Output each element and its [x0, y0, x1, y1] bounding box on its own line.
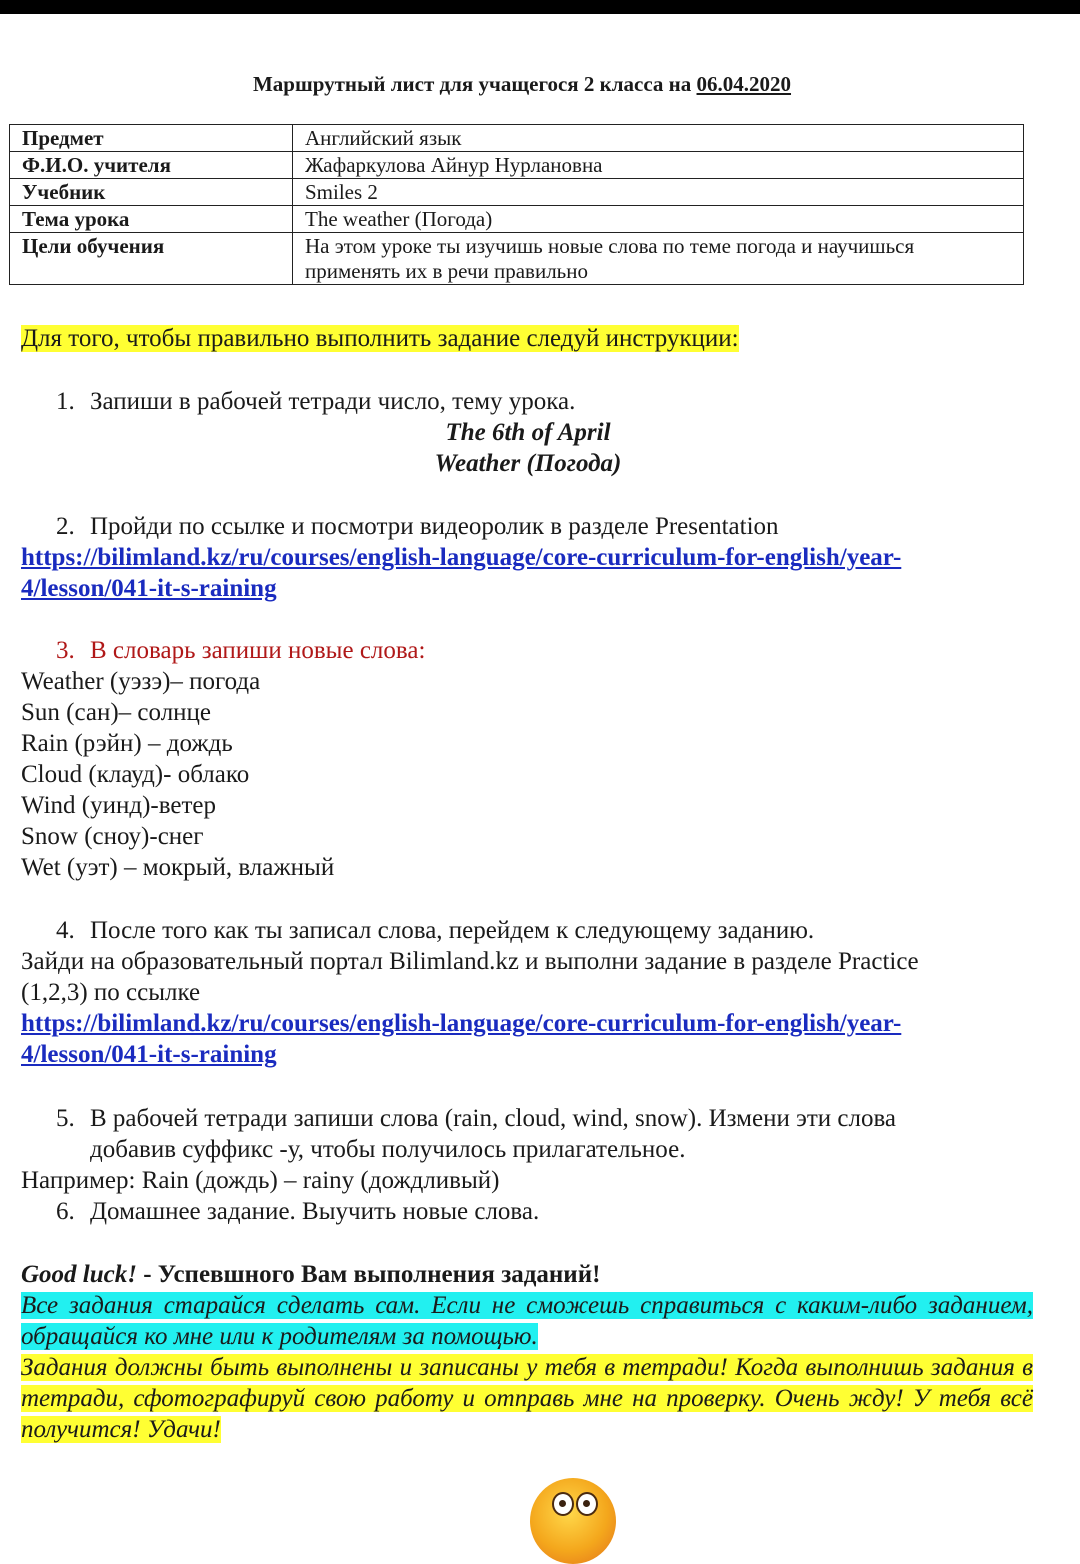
step-4: 4. После того как ты записал слова, перейдем к следующему заданию.	[56, 917, 815, 944]
presentation-link-line2[interactable]: 4/lesson/041-it-s-raining	[21, 575, 277, 602]
smiley-emoji-icon	[530, 1478, 616, 1564]
step-5-line2: добавив суффикс -у, чтобы получилось прилагательное.	[90, 1136, 686, 1163]
practice-link-line2[interactable]: 4/lesson/041-it-s-raining	[21, 1041, 277, 1068]
table-row	[10, 233, 1024, 285]
practice-link-line1[interactable]: https://bilimland.kz/ru/courses/english-language/core-curriculum-for-english/year-	[21, 1010, 902, 1037]
closing-line: Good luck! - Успевшного Вам выполнения заданий!	[21, 1261, 601, 1288]
table-row	[10, 125, 1024, 152]
step-4-continued-line2: (1,2,3) по ссылке	[21, 979, 201, 1006]
row-value: Жафаркулова Айнур Нурлановна	[293, 152, 1024, 179]
vocab-item: Sun (сан)– солнце	[21, 699, 212, 726]
note-homework: Задания должны быть выполнены и записаны у тебя в тетради! Когда выполнишь задания в тетради, сфотографируй свою работу и отправь мне на проверку. Очень жду! У тебя всё получится! Удачи!	[21, 1354, 1033, 1443]
step-2: 2. Пройди по ссылке и посмотри видеоролик в разделе Presentation	[56, 513, 779, 540]
row-key: Ф.И.О. учителя	[10, 152, 293, 179]
topic-line: Weather (Погода)	[434, 450, 622, 477]
step-5: 5. В рабочей тетради запиши слова (rain, cloud, wind, snow). Измени эти слова	[56, 1105, 897, 1132]
step-4-continued-line1: Зайди на образовательный портал Bilimland.kz и выполни задание в разделе Practice	[21, 948, 919, 975]
example-line: Например: Rain (дождь) – rainy (дождливый)	[21, 1167, 500, 1194]
row-key: Учебник	[10, 179, 293, 206]
row-value: The weather (Погода)	[293, 206, 1024, 233]
row-value: Английский язык	[293, 125, 1024, 152]
instruction-header: Для того, чтобы правильно выполнить задание следуй инструкции:	[21, 325, 739, 352]
vocab-item: Weather (уэзэ)– погода	[21, 668, 261, 695]
step-1: 1. Запиши в рабочей тетради число, тему урока.	[56, 388, 576, 415]
emoji-eye-icon	[552, 1492, 574, 1516]
vocab-item: Cloud (клауд)- облако	[21, 761, 250, 788]
presentation-link-line1[interactable]: https://bilimland.kz/ru/courses/english-language/core-curriculum-for-english/year-	[21, 544, 902, 571]
note-self-help: Все задания старайся сделать сам. Если не сможешь справиться с каким-либо заданием, обращайся ко мне или к родителям за помощью.	[21, 1292, 1033, 1350]
title-date: 06.04.2020	[696, 72, 792, 96]
emoji-eye-icon	[576, 1492, 598, 1516]
row-value: На этом уроке ты изучишь новые слова по теме погода и научишься применять их в речи правильно	[293, 233, 1024, 285]
table-row	[10, 179, 1024, 206]
title-text: Маршрутный лист для учащегося 2 класса на	[252, 72, 697, 96]
date-line: The 6th of April	[445, 419, 611, 446]
table-row	[10, 206, 1024, 233]
row-value: Smiles 2	[293, 179, 1024, 206]
vocab-item: Wet (уэт) – мокрый, влажный	[21, 854, 335, 881]
vocab-item: Wind (уинд)-ветер	[21, 792, 217, 819]
top-bar	[0, 0, 1080, 14]
vocab-item: Rain (рэйн) – дождь	[21, 730, 233, 757]
lesson-info-table	[9, 124, 1024, 285]
step-3: 3. В словарь запиши новые слова:	[56, 637, 426, 664]
row-key: Цели обучения	[10, 233, 293, 285]
page-title	[0, 72, 1044, 97]
vocab-item: Snow (сноу)-снег	[21, 823, 204, 850]
row-key: Тема урока	[10, 206, 293, 233]
table-row	[10, 152, 1024, 179]
step-6: 6. Домашнее задание. Выучить новые слова.	[56, 1198, 540, 1225]
row-key: Предмет	[10, 125, 293, 152]
